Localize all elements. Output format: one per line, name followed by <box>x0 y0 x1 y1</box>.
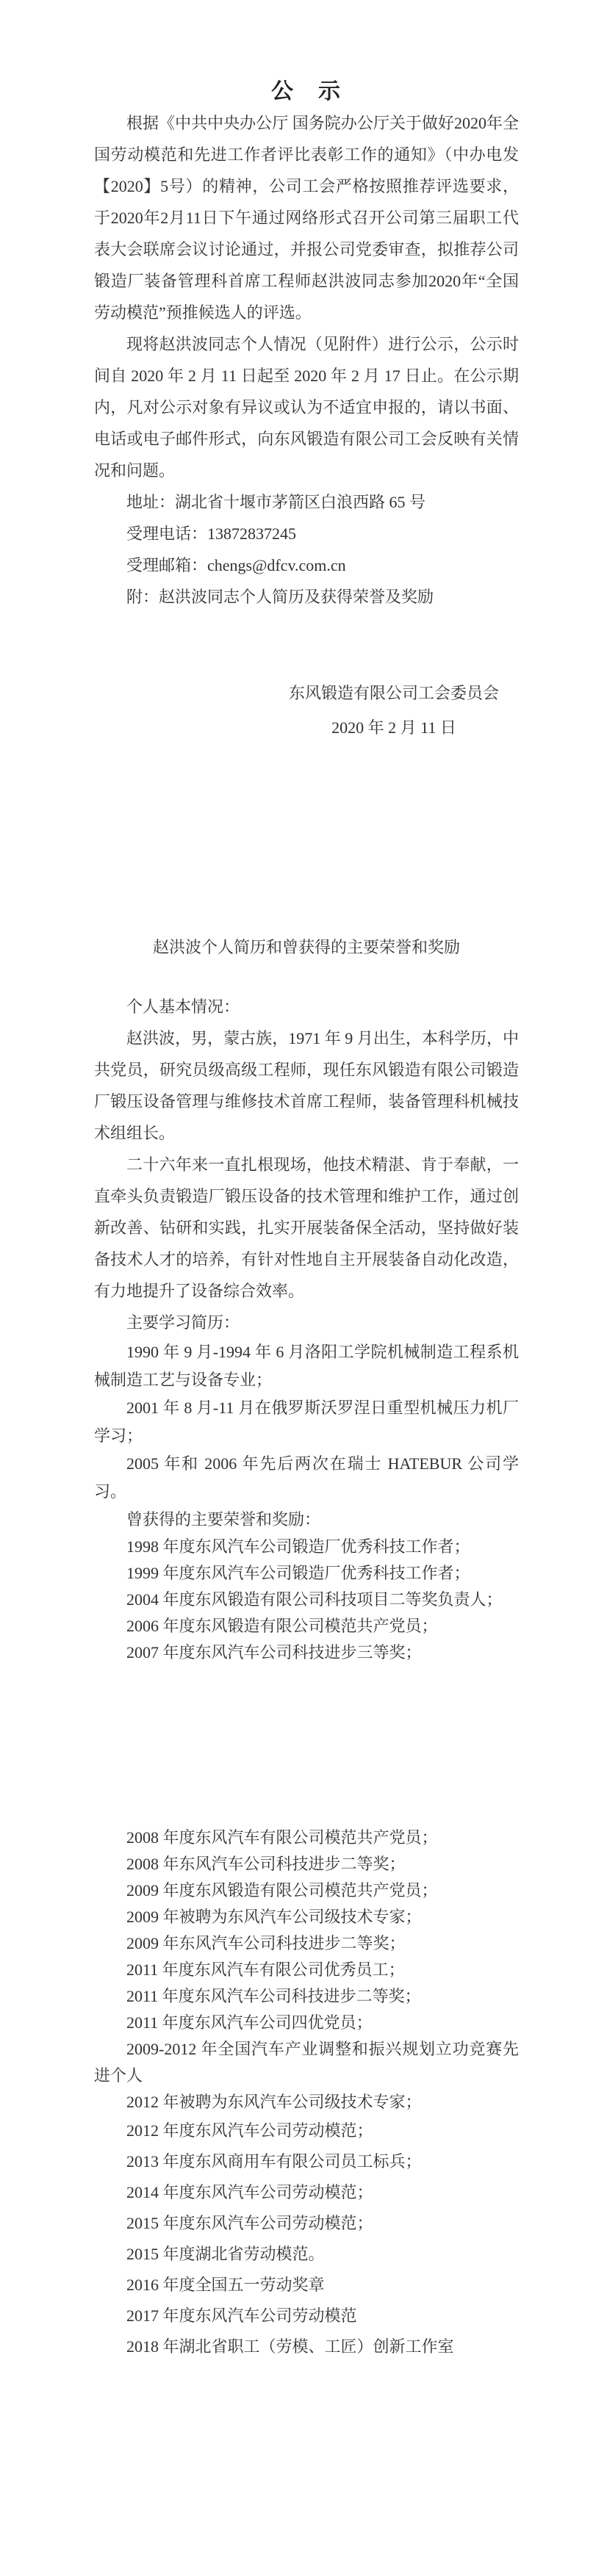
honor-item: 2007 年度东风汽车公司科技进步三等奖； <box>126 1643 422 1662</box>
honor-item: 2012 年度东风汽车公司劳动模范； <box>126 2121 373 2140</box>
honor-item: 1998 年度东风汽车公司锻造厂优秀科技工作者； <box>126 1537 470 1556</box>
study-history-item: 2005 年和 2006 年先后两次在瑞士 HATEBUR 公司学习。 <box>94 1454 519 1501</box>
honor-item: 2017 年度东风汽车公司劳动模范 <box>126 2306 357 2325</box>
notice-paragraph: 现将赵洪波同志个人情况（见附件）进行公示，公示时间自 2020 年 2 月 11 日起至 2020 年 2 月 17 日止。在公示期内，凡对公示对象有异议或认为不适宜申报的，请以书面、电话或电子邮件形式，向东风锻造有限公司工会反映有关情况和问题。 <box>94 335 519 480</box>
honor-item: 2011 年度东风汽车公司四优党员； <box>126 2013 373 2032</box>
contact-address-line: 地址：湖北省十堰市茅箭区白浪西路 65 号 <box>126 493 426 511</box>
honor-item: 2009 年被聘为东风汽车公司级技术专家； <box>126 1908 422 1926</box>
study-history-item: 1990 年 9 月-1994 年 6 月洛阳工学院机械制造工程系机械制造工艺与设备专业； <box>94 1343 519 1389</box>
honor-item: 2014 年度东风汽车公司劳动模范； <box>126 2183 373 2201</box>
honors-list-2012-2018 <box>94 2115 519 2362</box>
signature-date: 2020 年 2 月 11 日 <box>331 718 456 737</box>
contact-email-line: 受理邮箱：chengs@dfcv.com.cn <box>126 556 346 574</box>
study-history-item: 2001 年 8 月-11 月在俄罗斯沃罗涅日重型机械压力机厂学习； <box>94 1399 519 1445</box>
honors-label: 曾获得的主要荣誉和奖励： <box>126 1510 321 1529</box>
study-history-list <box>94 1338 519 1506</box>
notice-title: 公 示 <box>271 79 342 104</box>
attachment-section <box>94 931 519 2362</box>
study-history-label: 主要学习简历： <box>126 1313 240 1332</box>
honor-item: 1999 年度东风汽车公司锻造厂优秀科技工作者； <box>126 1564 470 1582</box>
honor-item: 2009-2012 年全国汽车产业调整和振兴规划立功竞赛先进个人 <box>94 2040 519 2085</box>
honor-item: 2013 年度东风商用车有限公司员工标兵； <box>126 2152 422 2171</box>
basic-info-label: 个人基本情况： <box>126 997 240 1016</box>
honor-item: 2012 年被聘为东风汽车公司级技术专家； <box>126 2093 422 2111</box>
honor-item: 2006 年度东风锻造有限公司模范共产党员； <box>126 1617 438 1635</box>
document-content <box>94 76 519 2362</box>
notice-body <box>94 107 519 486</box>
honor-item: 2004 年度东风锻造有限公司科技项目二等奖负责人； <box>126 1590 503 1609</box>
honors-list-1998-2007 <box>94 1534 519 1666</box>
signature-org: 东风锻造有限公司工会委员会 <box>288 684 499 702</box>
honor-item: 2011 年度东风汽车公司科技进步二等奖； <box>126 1987 421 2005</box>
basic-info-paragraph: 赵洪波，男，蒙古族，1971 年 9 月出生，本科学历，中共党员，研究员级高级工程师，现任东风锻造有限公司锻造厂锻压设备管理与维修技术首席工程师，装备管理科机械技术组组长。 <box>94 1029 519 1142</box>
honor-item: 2011 年度东风汽车有限公司优秀员工； <box>126 1960 405 1979</box>
honor-item: 2016 年度全国五一劳动奖章 <box>126 2276 325 2294</box>
honors-list-2008-2012 <box>94 1825 519 2115</box>
notice-paragraph: 根据《中共中央办公厅 国务院办公厅关于做好2020年全国劳动模范和先进工作者评比表彰工作的通知》（中办电发【2020】5号）的精神，公司工会严格按照推荐评选要求，于2020年2月11日下午通过网络形式召开公司第三届职工代表大会联席会议讨论通过，并报公司党委审查，拟推荐公司锻造厂装备管理科首席工程师赵洪波同志参加2020年“全国劳动模范”预推候选人的评选。 <box>94 114 519 322</box>
honor-item: 2015 年度湖北省劳动模范。 <box>126 2245 325 2263</box>
honor-item: 2015 年度东风汽车公司劳动模范； <box>126 2214 373 2232</box>
honor-item: 2008 年度东风汽车有限公司模范共产党员； <box>126 1828 438 1847</box>
attachment-note-line: 附：赵洪波同志个人简历及获得荣誉及奖励 <box>126 588 434 606</box>
notice-section <box>94 76 519 745</box>
signature-block <box>284 676 504 745</box>
attachment-title: 赵洪波个人简历和曾获得的主要荣誉和奖励 <box>152 938 460 956</box>
basic-info-paragraphs <box>94 1022 519 1307</box>
basic-info-paragraph: 二十六年来一直扎根现场，他技术精湛、肯于奉献，一直牵头负责锻造厂锻压设备的技术管理和维护工作，通过创新改善、钻研和实践，扎实开展装备保全活动，坚持做好装备技术人才的培养，有针对性地自主开展装备自动化改造，有力地提升了设备综合效率。 <box>94 1155 519 1300</box>
honor-item: 2009 年度东风锻造有限公司模范共产党员； <box>126 1881 438 1899</box>
contact-phone-line: 受理电话：13872837245 <box>126 524 297 543</box>
honor-item: 2009 年东风汽车公司科技进步二等奖； <box>126 1934 406 1952</box>
honor-item: 2008 年东风汽车公司科技进步二等奖； <box>126 1855 406 1873</box>
honor-item: 2018 年湖北省职工（劳模、工匠）创新工作室 <box>126 2337 454 2356</box>
